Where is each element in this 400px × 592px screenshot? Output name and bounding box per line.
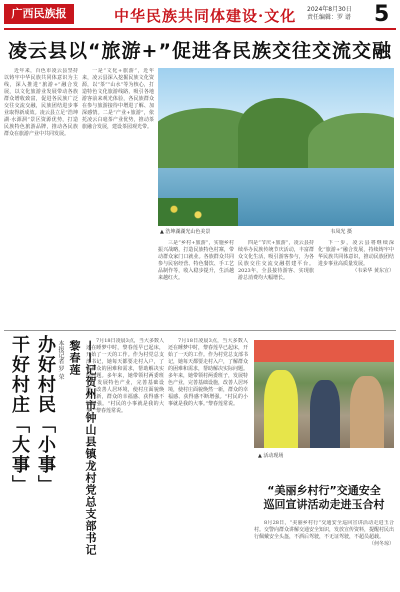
main-text-col-1 [4,68,78,323]
traffic-headline: “美丽乡村行”交通安全 巡回宣讲活动走进玉合村 [263,484,385,511]
main-paragraph: 一是“文化+旅游”，近年来，凌云县深入挖掘民族文化资源，以“茶”“山水”等为核心，打造特色文化旅游线路，吸引各地游客前来观光体验，各民族群众在参与旅游接待中增进了解、加深感情。二是“产业+旅游”，依托凌云白毫茶产业优势，推动茶旅融合发展，建设茶园观光带。 [82,68,154,130]
main-text-col-3 [158,240,234,324]
feature-paragraph: 7月18日凌晨3点，当大多数人还在睡梦中时，黎春莲早已起床，开始了一天的工作。作为村党总支部书记，她每天都要走村入户，了解群众的困难和需求，帮助解决实际问题。多年来，她带领村两委班子，发展特色产业，完善基础设施，改善人居环境，使村庄面貌焕然一新，群众的幸福感、获得感不断增强。“村民的小事就是我的大事。”黎春莲常说。 [86,338,164,414]
photo-caption-text: ▲ 浩坤湖湖光山色美景 [160,229,211,235]
feature-author: 本报记者 罗 荣 [57,340,64,380]
traffic-text [254,520,394,588]
main-text-col-2 [82,68,154,323]
publish-date: 2024年8月30日 [307,6,352,13]
feature-subtitle: ——记贺州市钟山县镇龙村党总支部书记黎春莲 [68,340,97,556]
main-paragraph: 三是“乡村+旅游”，实施乡村振兴战略，打造民族特色村寨，带动群众家门口就业。各族群众共同参与民宿经营、特色餐饮、手工艺品制作等，收入稳步提升，生活越来越红火。 [158,240,234,281]
editor-line: 责任编辑：罗 谱 [307,14,351,21]
paper-logo: 广西民族报 [4,4,74,24]
feature-headline-block [4,335,64,585]
main-paragraph: 下一步，凌云县将继续深化“旅游+”融合发展，持续铸牢中华民族共同体意识，推动民族团结进步事业高质量发展。 [318,240,394,267]
section-divider [4,330,396,331]
main-paragraph: 近年来，百色市凌云县坚持以铸牢中华民族共同体意识为主线，深入推进“旅游+”融合发展，以文化旅游业发展带动各族群众增收致富，促进各民族广泛交往交流交融，民族团结进步事业取得新成效。凌云县立足“浩坤湖·水源洞”景区资源优势，打造民族特色旅游品牌，推动各民族群众在旅游产业中共同发展。 [4,68,78,137]
date-block [307,6,352,22]
main-headline: 凌云县以“旅游+”促进各民族交往交流交融 [8,40,392,62]
page-header [4,4,396,30]
lake-photo-caption [160,228,392,235]
feature-text-col-1 [86,338,164,588]
feature-text-col-2 [168,338,248,588]
feature-paragraph: 7月18日凌晨3点，当大多数人还在睡梦中时，黎春莲早已起床，开始了一天的工作。作为村党总支部书记，她每天都要走村入户，了解群众的困难和需求，帮助解决实际问题。多年来，她带领村两委班子，发展特色产业，完善基础设施，改善人居环境，使村庄面貌焕然一新，群众的幸福感、获得感不断增强。“村民的小事就是我的大事。”黎春莲常说。 [168,338,248,407]
feature-headline: 办好村民「小事」 干好村庄「大事」 [9,335,56,495]
traffic-byline: （何冬琼） [368,541,394,547]
photo-credit: 韦凤光 摄 [330,229,352,235]
section-title: 中华民族共同体建设·文化 [114,7,297,25]
main-paragraph: 四是“节庆+旅游”，凌云县持续举办民族传统节庆活动，丰富群众文化生活，吸引游客参与，为各民族交往交流交融搭建平台。2023年，全县接待游客、实现旅游总消费均大幅增长。 [238,240,314,281]
header-rule [4,28,396,30]
traffic-paragraph: 8月28日，“美丽乡村行”交通安全巡回宣讲活动走进玉合村。交警向群众讲解交通安全知识，发放宣传资料，提醒村民出行佩戴安全头盔，不酒后驾驶，不无证驾驶，不超员超载。 [254,520,394,540]
traffic-event-photo [254,340,394,448]
main-byline: （韦荣华 黄东宣） [352,268,394,274]
page-number: 5 [374,2,390,27]
traffic-photo-caption: ▲ 活动现场 [258,453,284,459]
lake-photo [158,68,394,226]
main-text-col-4 [238,240,314,324]
main-text-col-5 [318,240,394,324]
